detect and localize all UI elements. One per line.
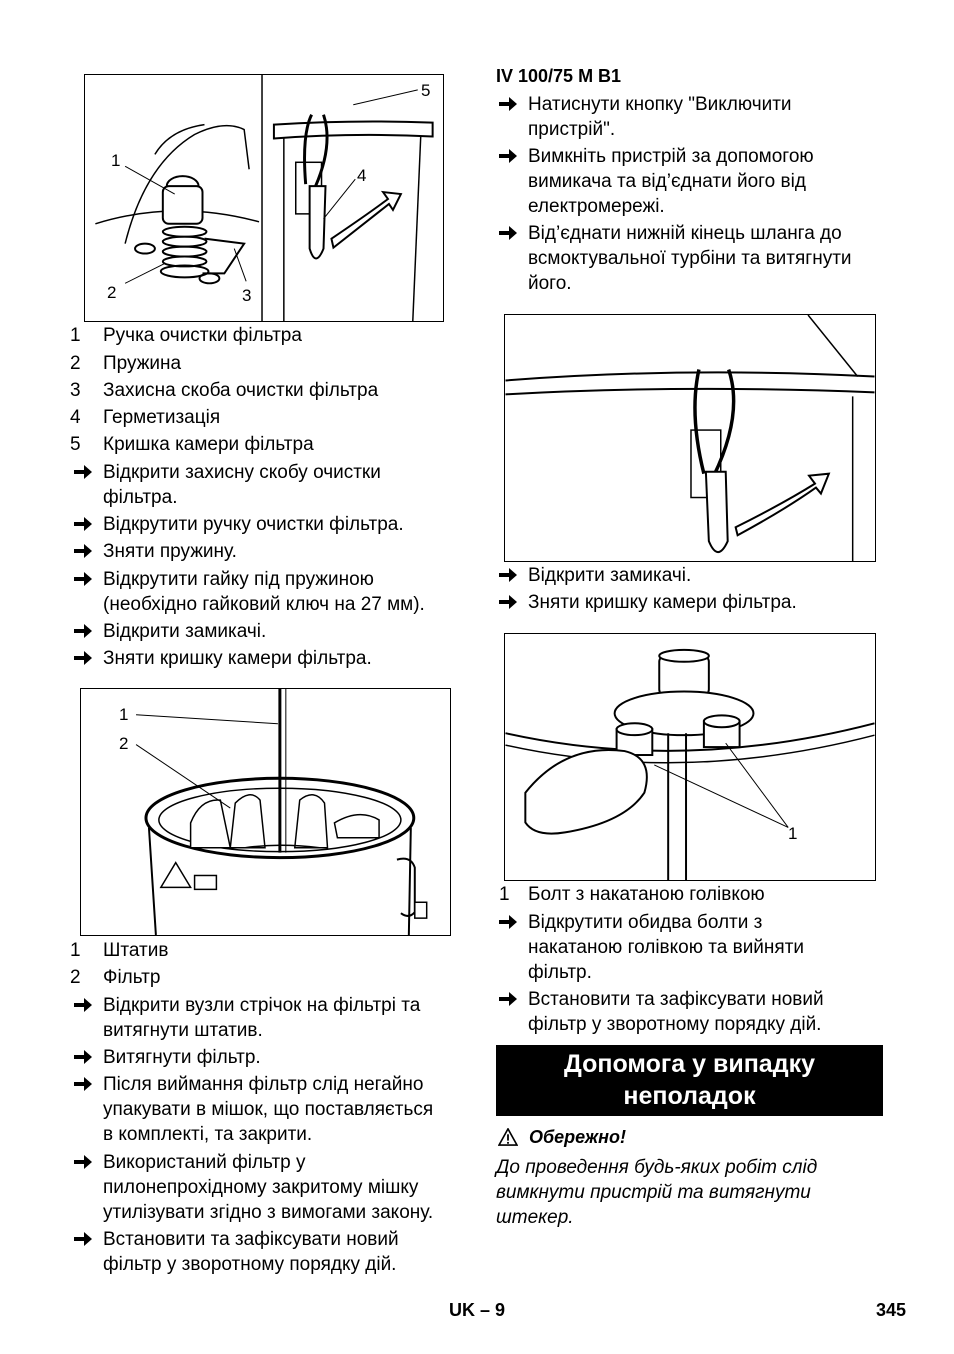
arrow-right-icon bbox=[74, 646, 94, 672]
callout-1: 1 bbox=[111, 151, 121, 170]
arrow-right-icon bbox=[499, 144, 519, 170]
callout-1: 1 bbox=[788, 824, 798, 843]
callout-1: 1 bbox=[119, 705, 129, 724]
page-label: UK – 9 bbox=[449, 1300, 506, 1320]
callout-3: 3 bbox=[242, 286, 252, 305]
arrow-right-icon bbox=[74, 1150, 94, 1176]
arrow-right-icon bbox=[499, 221, 519, 247]
arrow-right-icon bbox=[499, 563, 519, 589]
figure-knurled-bolts bbox=[504, 633, 876, 881]
callout-5: 5 bbox=[421, 81, 431, 100]
callout-2: 2 bbox=[107, 283, 117, 302]
knurled-bolts-illustration bbox=[505, 634, 875, 880]
filter-container-illustration bbox=[81, 689, 450, 935]
latch-open-illustration bbox=[505, 315, 875, 561]
arrow-right-icon bbox=[74, 460, 94, 486]
callout-4: 4 bbox=[357, 166, 367, 185]
arrow-right-icon bbox=[499, 910, 519, 936]
page-number: 345 bbox=[876, 1300, 907, 1320]
arrow-right-icon bbox=[74, 567, 94, 593]
figure-latch-open bbox=[504, 314, 876, 562]
arrow-right-icon bbox=[74, 1045, 94, 1071]
arrow-right-icon bbox=[74, 619, 94, 645]
arrow-right-icon bbox=[74, 512, 94, 538]
arrow-right-icon bbox=[499, 92, 519, 118]
callout-2: 2 bbox=[119, 734, 129, 753]
figure-filter-container bbox=[80, 688, 451, 936]
filter-cleaning-illustration bbox=[85, 75, 443, 321]
warning-triangle-icon bbox=[498, 1125, 520, 1153]
arrow-right-icon bbox=[499, 987, 519, 1013]
section-heading: Допомога у випадку неполадок bbox=[496, 1045, 883, 1116]
figure-filter-cleaning bbox=[84, 74, 444, 322]
arrow-right-icon bbox=[499, 590, 519, 616]
arrow-right-icon bbox=[74, 1227, 94, 1253]
arrow-right-icon bbox=[74, 1072, 94, 1098]
arrow-right-icon bbox=[74, 539, 94, 565]
arrow-right-icon bbox=[74, 993, 94, 1019]
model-heading: IV 100/75 M B1 bbox=[496, 66, 622, 86]
